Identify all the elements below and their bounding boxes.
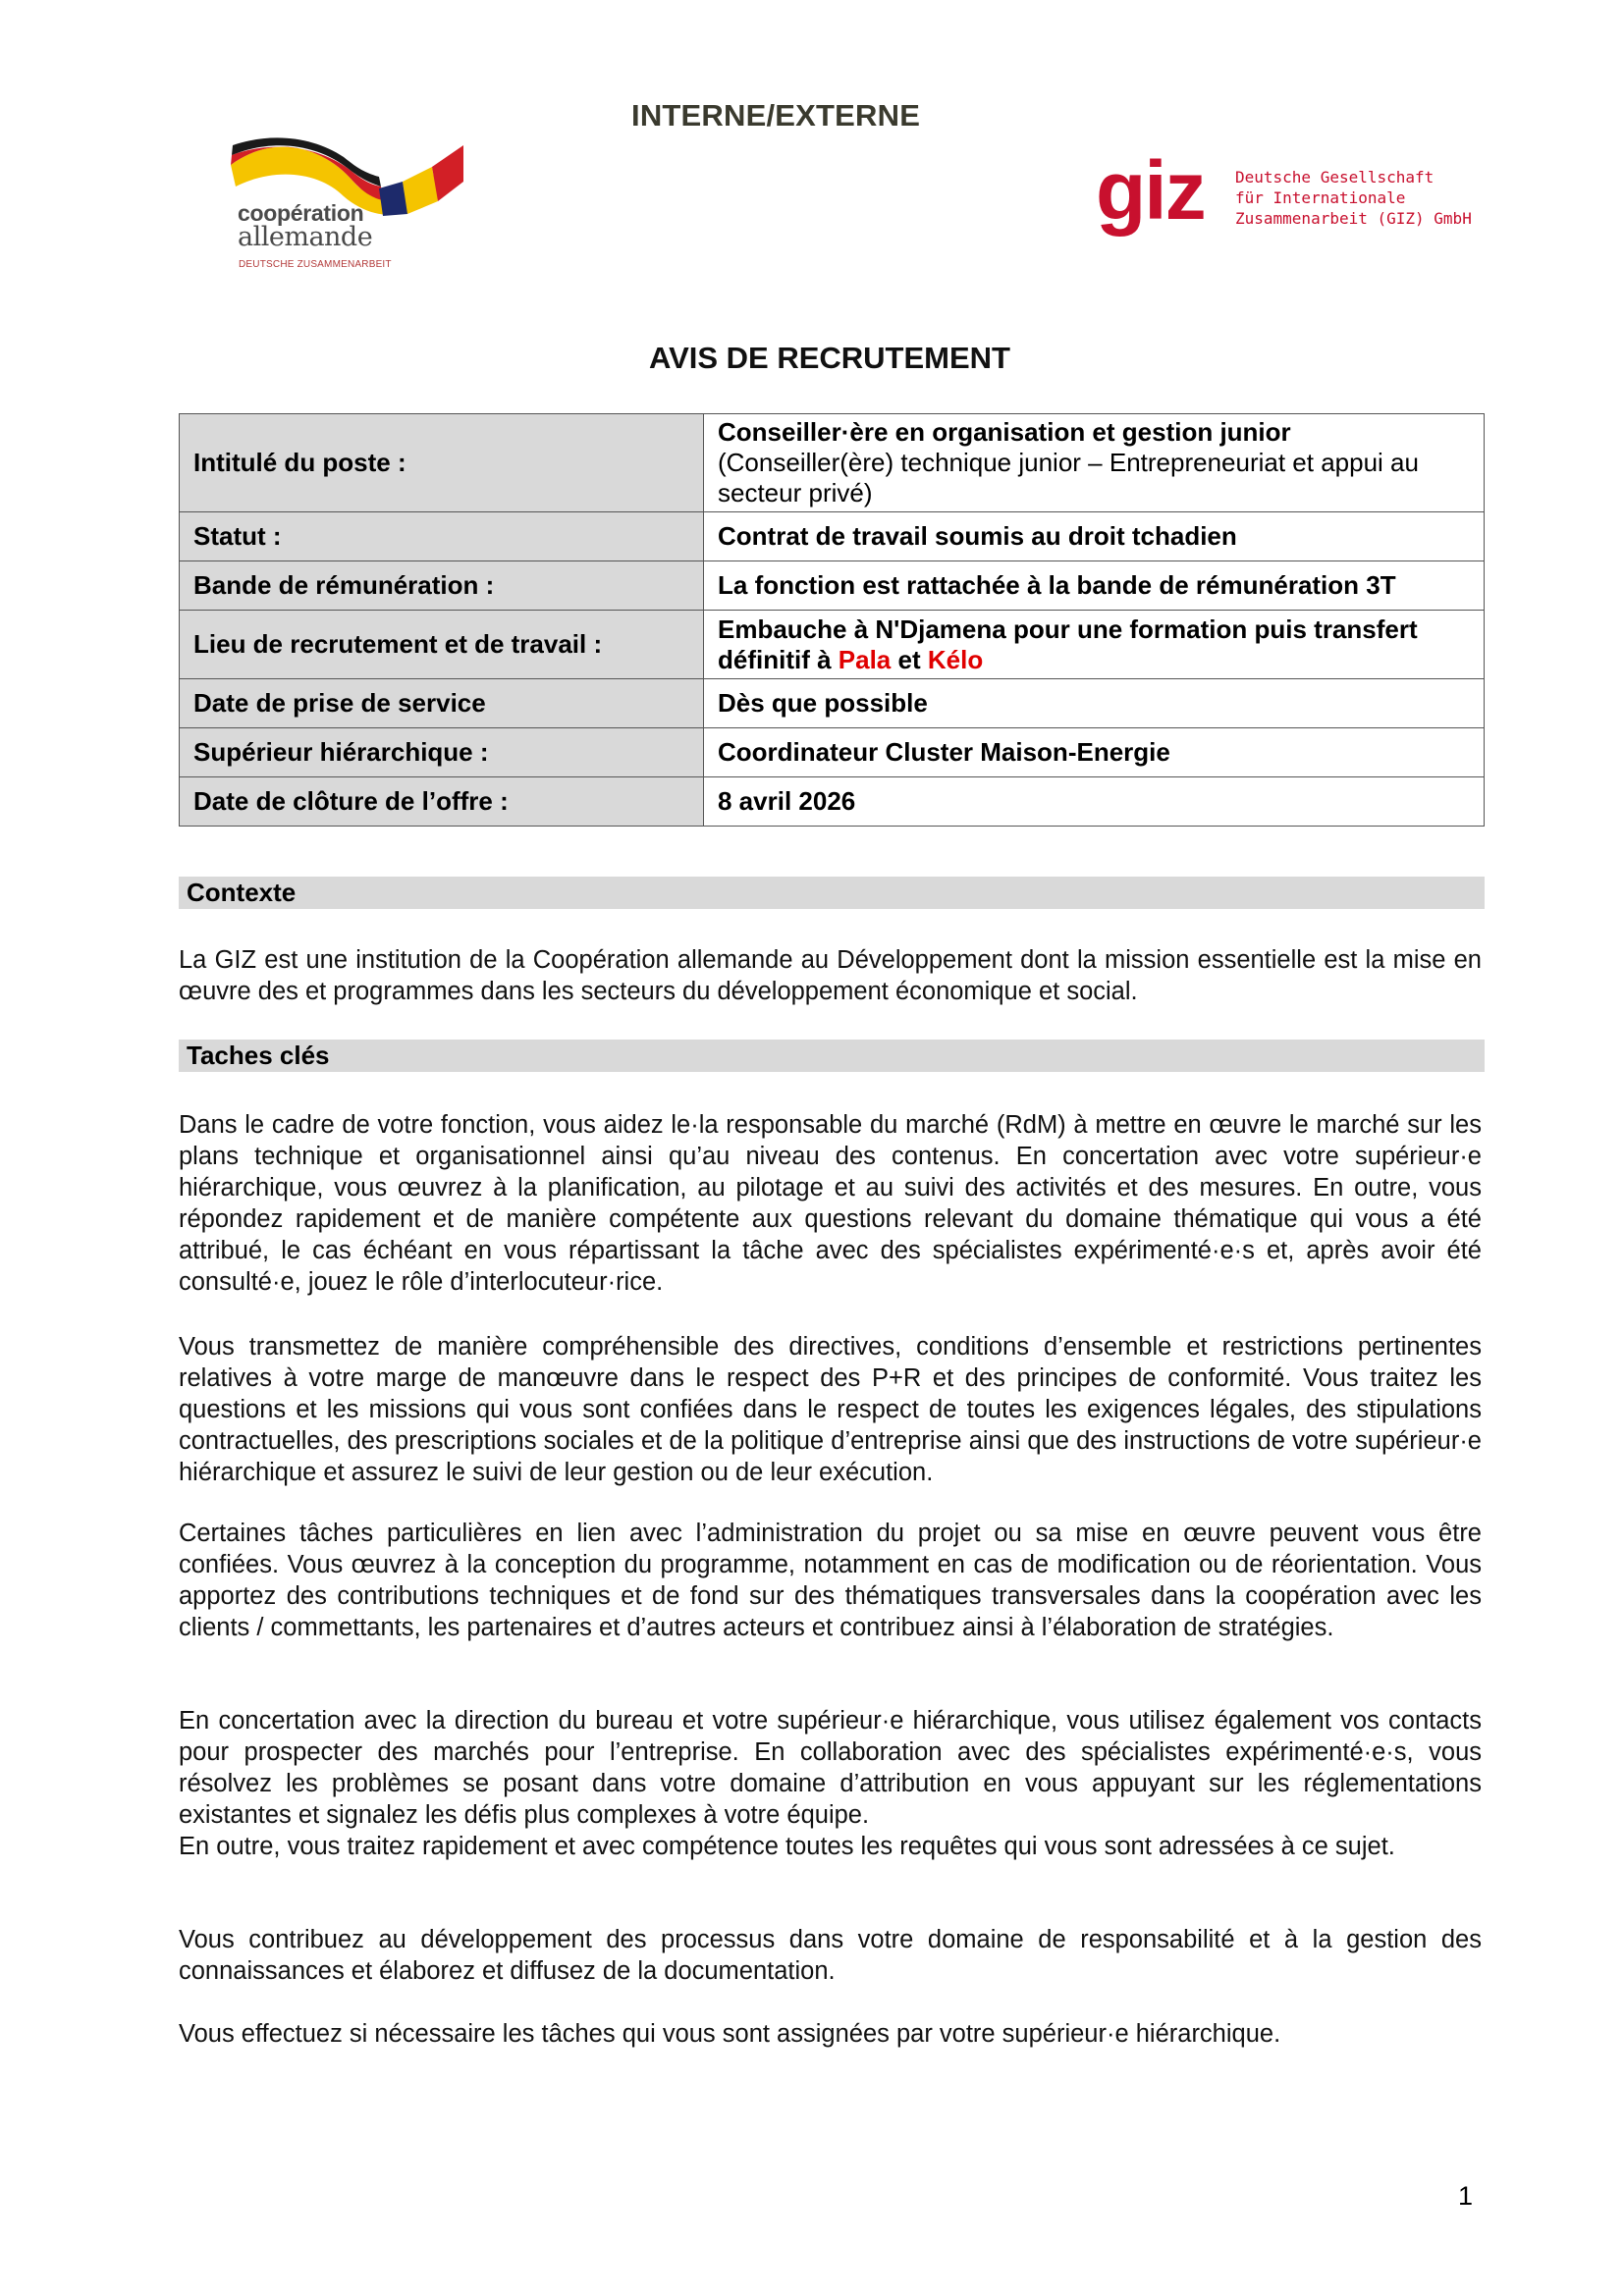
coop-logo-line1: coopération <box>238 200 364 226</box>
table-row <box>180 728 1485 777</box>
taches-paragraph: Certaines tâches particulières en lien avec l’administration du projet ou sa mise en œuvre peuvent vous être confiées. Vous œuvrez à la conception du programme, notamment en cas de modification ou de réorientation. Vous apportez des contributions techniques et de fond sur des thématiques transversales dans la coopération avec les clients / commettants, les partenaires et d’autres acteurs et contribuez ainsi à l’élaboration de stratégies. <box>179 1520 1482 1641</box>
location-highlight-pala: Pala <box>838 644 892 674</box>
row-value: Coordinateur Cluster Maison-Energie <box>704 728 1485 777</box>
coop-logo-line2: allemande <box>238 222 373 252</box>
page-label: INTERNE/EXTERNE <box>631 98 921 133</box>
row-value: Dès que possible <box>704 679 1485 728</box>
contexte-paragraph: La GIZ est une institution de la Coopération allemande au Développement dont la mission essentielle est la mise en œuvre des et programmes dans les secteurs du développement économique et social. <box>179 946 1482 1005</box>
coop-logo-line3: DEUTSCHE ZUSAMMENARBEIT <box>239 259 392 270</box>
taches-paragraph: Dans le cadre de votre fonction, vous aidez le·la responsable du marché (RdM) à mettre en œuvre le marché sur les plans technique et organisationnel ainsi qu’au niveau des contenus. En concertation avec votre supérieur·e hiérarchique, vous œuvrez à la planification, au pilotage et au suivi des activités et des mesures. En outre, vous répondez rapidement et de manière compétente aux questions relevant du domaine thématique qui vous a été attribué, le cas échéant en vous répartissant la tâche avec des spécialistes expérimenté·e·s et, après avoir été consulté·e, jouez le rôle d’interlocuteur·rice. <box>179 1111 1482 1296</box>
row-value: 8 avril 2026 <box>704 777 1485 827</box>
table-row <box>180 679 1485 728</box>
row-value <box>704 611 1485 679</box>
giz-logo-line2: für Internationale <box>1235 188 1406 207</box>
location-text: Embauche à N'Djamena pour une formation puis transfert définitif à <box>718 614 1418 674</box>
job-info-table <box>179 413 1485 827</box>
location-conjunction: et <box>891 644 928 674</box>
table-row <box>180 561 1485 611</box>
table-row <box>180 414 1485 512</box>
cooperation-allemande-logo <box>206 128 471 275</box>
row-label: Date de prise de service <box>180 679 704 728</box>
row-label: Bande de rémunération : <box>180 561 704 611</box>
job-title: Conseiller·ère en organisation et gestion junior <box>718 417 1291 447</box>
table-row <box>180 777 1485 827</box>
giz-wordmark: giz <box>1096 144 1205 237</box>
taches-paragraph: En concertation avec la direction du bureau et votre supérieur·e hiérarchique, vous utilisez également vos contacts pour prospecter des marchés pour l’entreprise. En collaboration avec des spécialistes expérimenté·e·s, vous résolvez les problèmes se posant dans votre domaine d’attribution en vous appuyant sur les réglementations existantes et signalez les défis plus complexes à votre équipe. <box>179 1707 1482 1829</box>
row-label: Intitulé du poste : <box>180 414 704 512</box>
row-label: Supérieur hiérarchique : <box>180 728 704 777</box>
row-label: Lieu de recrutement et de travail : <box>180 611 704 679</box>
section-heading-contexte: Contexte <box>179 877 1485 909</box>
row-label: Date de clôture de l’offre : <box>180 777 704 827</box>
taches-paragraph: Vous contribuez au développement des processus dans votre domaine de responsabilité et à la gestion des connaissances et élaborez et diffusez de la documentation. <box>179 1926 1482 1985</box>
taches-paragraph: En outre, vous traitez rapidement et avec compétence toutes les requêtes qui vous sont adressées à ce sujet. <box>179 1833 1395 1860</box>
location-highlight-kelo: Kélo <box>927 644 984 674</box>
table-row <box>180 512 1485 561</box>
giz-logo-line1: Deutsche Gesellschaft <box>1235 168 1435 187</box>
row-label: Statut : <box>180 512 704 561</box>
page-number: 1 <box>1458 2181 1474 2211</box>
giz-logo <box>1090 144 1483 257</box>
job-title-subtitle: (Conseiller(ère) technique junior – Entrepreneuriat et appui au secteur privé) <box>718 448 1419 507</box>
row-value: La fonction est rattachée à la bande de rémunération 3T <box>704 561 1485 611</box>
section-heading-taches: Taches clés <box>179 1040 1485 1072</box>
document-title: AVIS DE RECRUTEMENT <box>648 341 1010 375</box>
giz-logo-line3: Zusammenarbeit (GIZ) GmbH <box>1235 209 1472 228</box>
row-value: Contrat de travail soumis au droit tchadien <box>704 512 1485 561</box>
taches-paragraph: Vous transmettez de manière compréhensible des directives, conditions d’ensemble et restrictions pertinentes relatives à votre marge de manœuvre dans le respect des P+R et des principes de conformité. Vous traitez les questions et les missions qui vous sont confiées dans le respect de toutes les exigences légales, des stipulations contractuelles, des prescriptions sociales et de la politique d’entreprise ainsi que des instructions de votre supérieur·e hiérarchique et assurez le suivi de leur gestion ou de leur exécution. <box>179 1333 1482 1486</box>
table-row <box>180 611 1485 679</box>
row-value <box>704 414 1485 512</box>
taches-paragraph: Vous effectuez si nécessaire les tâches qui vous sont assignées par votre supérieur·e hiérarchique. <box>179 2020 1281 2048</box>
giz-logo-text <box>1235 167 1472 229</box>
